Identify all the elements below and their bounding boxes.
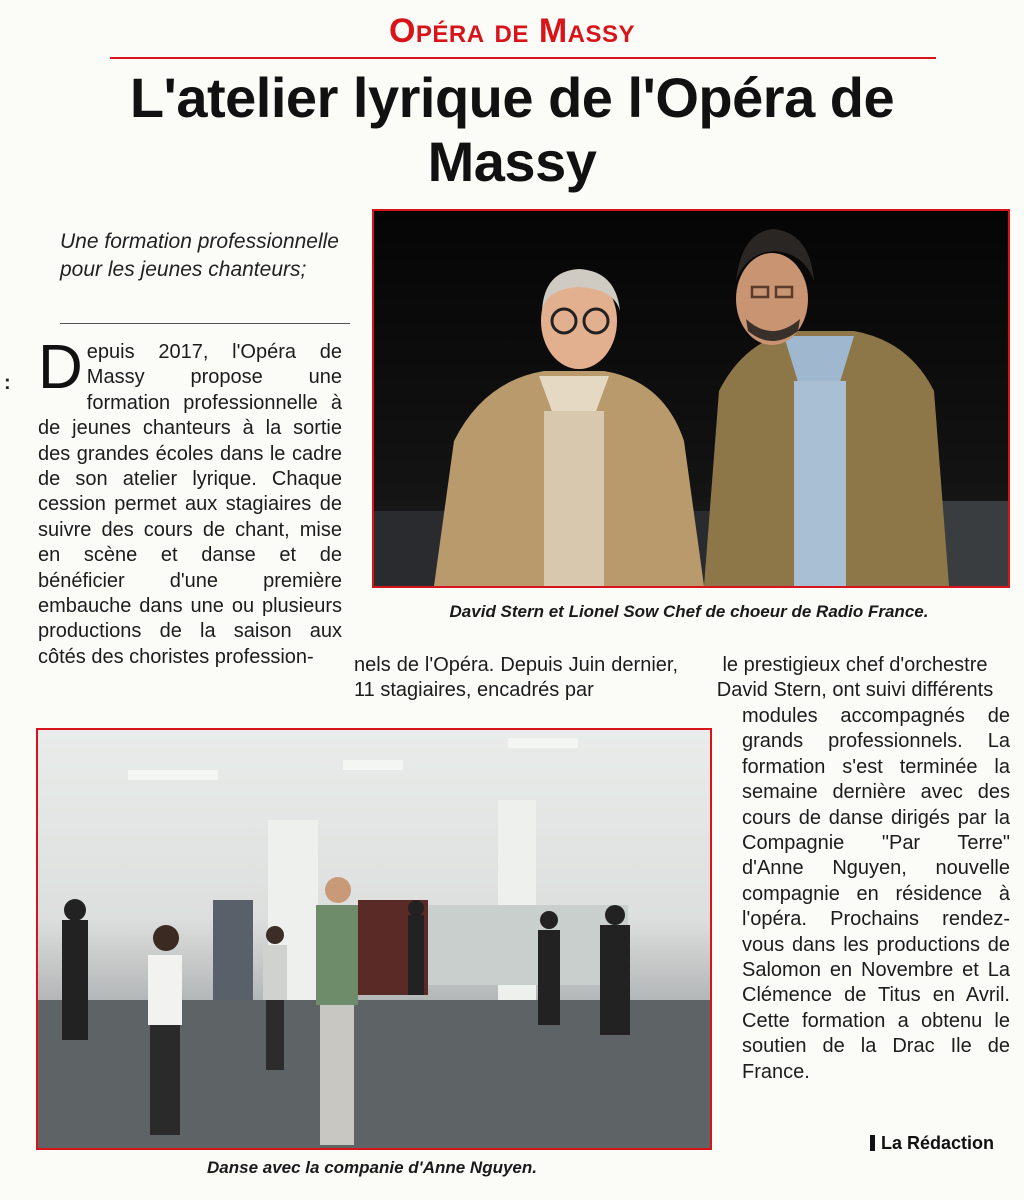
photo-dance-studio xyxy=(36,728,712,1150)
edge-mark: : xyxy=(4,372,11,394)
body-column-1-text: epuis 2017, l'Opéra de Massy propose une formation professionnelle à de jeunes chanteurs à la sortie des grandes écoles dans le cadre de son atelier lyrique. Chaque cession permet aux stagiaires de suivre des cours de chant, mise en scène et danse et de bénéficier d'une première embauche dans une ou plusieurs productions de la saison aux côtés des choristes profession- xyxy=(38,341,342,668)
article-deck: Une formation professionnelle pour les jeunes chanteurs; xyxy=(60,230,339,281)
signature-text: La Rédaction xyxy=(881,1133,995,1153)
kicker-divider xyxy=(110,57,936,59)
photo-stern-sow-caption: David Stern et Lionel Sow Chef de choeur de Radio France. xyxy=(449,602,929,621)
signature-bar xyxy=(870,1135,875,1151)
drop-cap: D xyxy=(38,333,83,402)
photo-dance-studio-illustration xyxy=(38,730,710,1148)
body-column-3: modules accompagnés de grands professionnels. La formation s'est terminée la semaine dernière avec des cours de danse dirigés par la Compagnie "Par Terre" d'Anne Nguyen, nouvelle compagnie en résidence à l'opéra. Prochains rendez-vous dans les productions de Salomon en Novembre et La Clémence de Titus en Avril. Cette formation a obtenu le soutien de la Drac Ile de France. xyxy=(742,705,1010,1083)
section-kicker: Opéra de Massy xyxy=(388,12,636,50)
body-column-1 xyxy=(38,333,342,670)
photo-stern-sow-illustration xyxy=(374,211,1008,586)
article-signature xyxy=(870,1133,994,1154)
body-column-3-lead: le prestigieux chef d'orchestre David Stern, ont suivi différents xyxy=(716,654,994,702)
photo-dance-studio-caption: Danse avec la companie d'Anne Nguyen. xyxy=(207,1158,537,1177)
article-headline: L'atelier lyrique de l'Opéra de Massy xyxy=(129,66,895,193)
body-column-2: nels de l'Opéra. Depuis Juin dernier, 11 stagiaires, encadrés par xyxy=(354,654,678,702)
photo-stern-sow xyxy=(372,209,1010,588)
deck-underline xyxy=(60,323,350,324)
